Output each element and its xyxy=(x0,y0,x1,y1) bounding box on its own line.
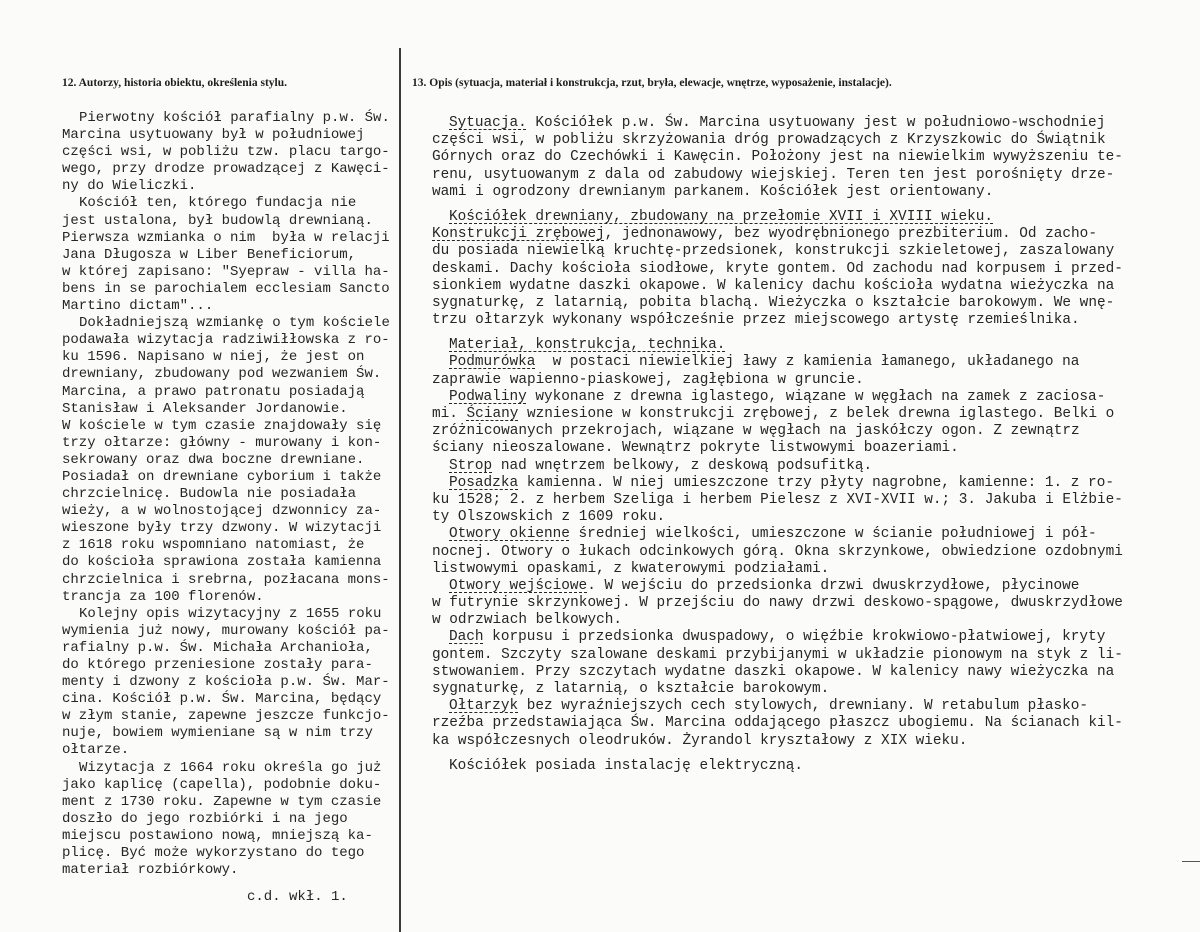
text-line xyxy=(432,475,1123,492)
section-heading: Podmurówka xyxy=(449,354,536,371)
text-line: rzeźba przedstawiająca Św. Marcina oddającego płaszcz ubogiemu. Na ścianach kil- xyxy=(432,715,1123,732)
section-heading: Materiał, konstrukcja, technika. xyxy=(449,337,726,354)
text-line: z 1618 roku wspomniano natomiast, że xyxy=(62,537,365,554)
text-line: gontem. Szczyty szalowane deskami przybijanymi w układzie pionowym na styk z li- xyxy=(432,646,1123,663)
text-line: rafialny p.w. Św. Michała Archanioła, xyxy=(62,639,373,656)
section-heading: Ołtarzyk xyxy=(449,698,519,715)
text-line: Dokładniejszą wzmiankę o tym kościele xyxy=(79,315,390,332)
text-line: wieszone były trzy dzwony. W wizytacji xyxy=(62,520,382,537)
text-line: ty Olszowskich z 1609 roku. xyxy=(432,509,666,526)
text-line: bens in se parochialem ecclesiam Sancto xyxy=(62,280,390,297)
text-line: miejscu postawiono nową, mniejszą ka- xyxy=(62,827,373,844)
text-line: zaprawie wapienno-piaskowej, zagłębiona w gruncie. xyxy=(432,371,864,388)
text-line: Pierwsza wzmianka o nim była w relacji xyxy=(62,229,390,246)
text-line: materiał rozbiórkowy. xyxy=(62,862,239,879)
text-line: Wizytacja z 1664 roku określa go już xyxy=(79,759,382,776)
section-heading: Dach xyxy=(449,629,484,646)
text-line: chrzcielnicę. Budowla nie posiadała xyxy=(62,486,357,503)
text-line: ściany nieoszalowane. Wewnątrz pokryte listwowymi boazeriami. xyxy=(432,440,959,457)
line-prefix: mi. xyxy=(432,406,467,422)
text-line: ku 1596. Napisano w niej, że jest on xyxy=(62,349,365,366)
text-line: nuje, bowiem wymieniane są w nim trzy xyxy=(62,725,373,742)
text-line: sygnaturkę, z latarnią, o kształcie barokowym. xyxy=(432,681,830,697)
section-heading: Posadzka xyxy=(449,474,519,491)
text-line: plicę. Być może wykorzystano do tego xyxy=(62,845,365,862)
column-divider xyxy=(399,48,401,932)
section-heading: Strop xyxy=(449,457,493,474)
text-line xyxy=(432,337,1123,354)
text-line: jako kaplicę (capella), podobnie doku- xyxy=(62,776,382,793)
paragraph-gap xyxy=(432,329,1123,337)
text-line: Górnych oraz do Czechówki i Kawęcin. Położony jest na niewielkim wywyższeniu te- xyxy=(432,149,1123,166)
text-line: cina. Kościół p.w. Św. Marcina, będący xyxy=(62,691,382,708)
text-line: trzu ołtarzyk wykonany współcześnie przez miejscowego artystę rzemieślnika. xyxy=(432,312,1080,329)
text-line: Stanisław i Aleksander Jordanowie. xyxy=(62,400,348,417)
section-heading: Otwory okienne xyxy=(449,526,570,543)
text-line: Kościół ten, którego fundacja nie xyxy=(79,195,357,212)
text-line: jest ustalona, był budowlą drewnianą. xyxy=(62,212,373,229)
text-line: wego, przy drodze prowadzącej z Kawęci- xyxy=(62,161,390,178)
text-line xyxy=(432,629,1123,646)
text-line: wieży, a w wolnostojącej dzwonnicy za- xyxy=(62,503,382,520)
text-line xyxy=(432,389,1123,406)
text-line xyxy=(432,698,1123,715)
text-line: ku 1528; 2. z herbem Szeliga i herbem Pielesz z XVI-XVII w.; 3. Jakuba i Elżbie- xyxy=(432,491,1123,508)
text-line: nocnej. Otwory o łukach odcinkowych górą. Okna skrzynkowe, obwiedzione ozdobnymi xyxy=(432,543,1123,560)
text-line xyxy=(432,115,1123,132)
section-heading: Otwory wejściowe xyxy=(449,577,588,594)
text-line: w futrynie skrzynkowej. W przejściu do nawy drzwi deskowo-spągowe, dwuskrzydłowe xyxy=(432,595,1123,612)
text-line: Kościółek posiada instalację elektryczną. xyxy=(449,757,804,774)
text-line: w złym stanie, zapewne jeszcze funkcjo- xyxy=(62,708,390,725)
history-column xyxy=(62,110,390,879)
text-line: ołtarze. xyxy=(62,742,130,759)
line-text: korpusu i przedsionka dwuspadowy, o więźbie krokwiowo-płatwiowej, kryty xyxy=(483,629,1106,646)
text-line: menty i dzwony z kościoła p.w. Św. Mar- xyxy=(62,674,390,691)
section-heading: Konstrukcji zrębowej xyxy=(432,226,605,243)
text-line xyxy=(432,526,1123,543)
text-line xyxy=(432,226,1123,243)
text-line: Marcina, a prawo patronatu posiadają xyxy=(62,383,365,400)
text-line: sionkiem wydatne daszki okapowe. W kalenicy dachu kościoła wydatna wieżyczka na xyxy=(432,277,1115,294)
text-line: do kościoła sprawiona została kamienna xyxy=(62,554,382,571)
scan-edge-mark xyxy=(1182,861,1200,862)
text-line: w której zapisano: "Syepraw - villa ha- xyxy=(62,263,390,280)
line-text: wykonane z drewna iglastego, wiązane w węgłach na zamek z zaciosa- xyxy=(526,388,1106,405)
text-line: Pierwotny kościół parafialny p.w. Św. xyxy=(79,110,390,126)
line-text: w postaci niewielkiej ławy z kamienia łamanego, układanego na xyxy=(535,354,1080,371)
text-line: Kolejny opis wizytacyjny z 1655 roku xyxy=(79,605,382,622)
text-line: drewniany, zbudowany pod wezwaniem Św. xyxy=(62,366,382,383)
line-text: . W wejściu do przedsionka drzwi dwuskrzydłowe, płycinowe xyxy=(587,577,1080,594)
paragraph-gap xyxy=(432,201,1123,209)
text-line xyxy=(432,354,1123,371)
text-line: ment z 1730 roku. Zapewne w tym czasie xyxy=(62,793,382,810)
text-line: zróżnicowanych przekrojach, wiązane w węgłach na jaskółczy ogon. Z zewnątrz xyxy=(432,423,1080,440)
line-text: bez wyraźniejszych cech stylowych, drewniany. W retabulum płasko- xyxy=(518,698,1089,715)
description-column xyxy=(432,115,1123,775)
text-line: podawała wizytacja radziwiłłowska z ro- xyxy=(62,332,390,349)
text-line: do którego przeniesione zostały para- xyxy=(62,657,373,673)
text-line: Posiadał on drewniane cyborium i także xyxy=(62,468,382,485)
text-line: du posiada niewielką kruchtę-przedsionek, konstrukcji szkieletowej, zaszalowany xyxy=(432,243,1115,260)
text-line: Martino dictam"... xyxy=(62,298,214,315)
text-line xyxy=(432,458,1123,475)
text-line: trzy ołtarze: główny - murowany i kon- xyxy=(62,434,382,451)
continuation-note: c.d. wkł. 1. xyxy=(247,889,348,905)
text-line xyxy=(432,578,1123,595)
text-line: Marcina usytuowany był w południowej xyxy=(62,127,365,144)
section-heading: Podwaliny xyxy=(449,388,527,405)
text-line: sygnaturkę, z latarnią, pobita blachą. Wieżyczka o kształcie barokowym. We wnę- xyxy=(432,294,1115,311)
text-line: sekrowany oraz dwa boczne drewniane. xyxy=(62,451,365,468)
text-line: wymienia już nowy, murowany kościół pa- xyxy=(62,622,390,639)
section-heading: Ściany xyxy=(466,406,519,422)
line-text: nad wnętrzem belkowy, z deskową podsufitką. xyxy=(492,457,873,474)
text-line: listwowymi opaskami, z kwaterowymi podziałami. xyxy=(432,560,830,577)
line-text: , jednonawowy, bez wyodrębnionego prezbiterium. Od zacho- xyxy=(604,226,1097,243)
line-text: średniej wielkości, umieszczone w ścianie południowej i pół- xyxy=(569,526,1097,543)
text-line: chrzcielnica i srebrna, pozłacana mons- xyxy=(62,571,390,588)
section-13-header: 13. Opis (sytuacja, materiał i konstrukcja, rzut, bryła, elewacje, wnętrze, wyposażenie, instalacje). xyxy=(412,77,892,89)
text-line: części wsi, w pobliżu skrzyżowania dróg prowadzących z Krzyszkowic do Świątnik xyxy=(432,132,1106,149)
text-line xyxy=(432,406,1123,423)
text-line: ka współczesnych oleodruków. Żyrandol kryształowy z XIX wieku. xyxy=(432,732,968,749)
section-heading: Kościółek drewniany, zbudowany na przełomie XVII i XVIII wieku. xyxy=(449,208,994,225)
text-line: w odrzwiach belkowych. xyxy=(432,612,622,629)
line-text: wzniesione w konstrukcji zrębowej, z belek drewna iglastego. Belki o xyxy=(518,406,1115,422)
text-line: renu, usytuowanym z dala od zabudowy wiejskiej. Teren ten jest porośnięty drze- xyxy=(432,166,1115,183)
section-12-header: 12. Autorzy, historia obiektu, określenia stylu. xyxy=(62,77,288,89)
line-text: Kościółek p.w. Św. Marcina usytuowany jest w południowo-wschodniej xyxy=(526,115,1106,131)
text-line: części wsi, w pobliżu tzw. placu targo- xyxy=(62,144,390,161)
paragraph-gap xyxy=(432,750,1123,758)
text-line: Jana Długosza w Liber Beneficiorum, xyxy=(62,246,357,263)
text-line: stwowaniem. Przy szczytach wydatne daszki okapowe. W kalenicy nawy wieżyczka na xyxy=(432,663,1115,680)
text-line: trancja za 100 florenów. xyxy=(62,588,264,605)
text-line: deskami. Dachy kościoła siodłowe, kryte gontem. Od zachodu nad korpusem i przed- xyxy=(432,260,1123,277)
line-text: kamienna. W niej umieszczone trzy płyty nagrobne, kamienne: 1. z ro- xyxy=(518,474,1114,491)
text-line: doszło do jego rozbiórki i na jego xyxy=(62,810,348,827)
text-line: W kościele w tym czasie znajdowały się xyxy=(62,417,382,434)
text-line xyxy=(432,209,1123,226)
text-line: ny do Wieliczki. xyxy=(62,178,197,195)
text-line: wami i ogrodzony drewnianym parkanem. Kościółek jest orientowany. xyxy=(432,183,994,200)
section-heading: Sytuacja. xyxy=(449,115,527,131)
